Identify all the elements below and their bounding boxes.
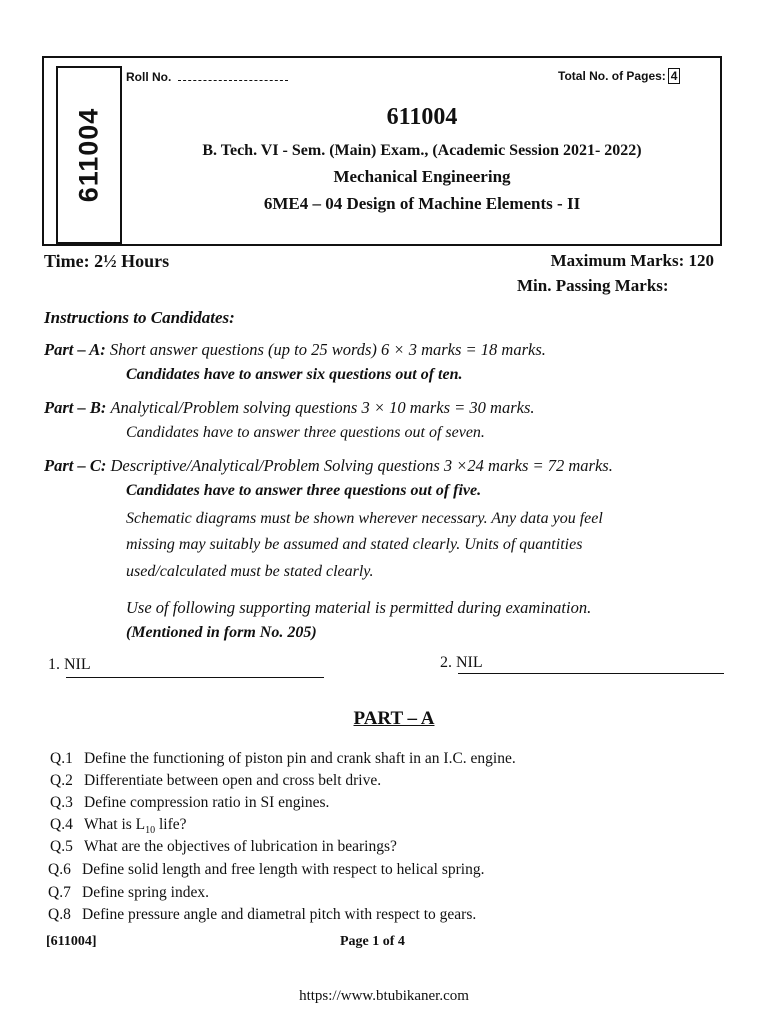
material-1-line [66,677,324,678]
part-c-instruction [44,456,613,476]
question-number: Q.3 [50,794,73,811]
question-text: Differentiate between open and cross belt drive. [84,772,382,789]
page-number: Page 1 of 4 [340,934,405,949]
part-b-line1: Analytical/Problem solving questions 3 × 10 marks = 30 marks. [110,398,535,417]
note-line3: used/calculated must be stated clearly. [126,563,374,580]
material-line1: Use of following supporting material is permitted during examination. [126,598,592,617]
question-1 [50,750,516,768]
time: Time: 2½ Hours [44,251,170,271]
question-text: Define spring index. [82,884,209,901]
question-7 [48,884,209,902]
instructions-heading: Instructions to Candidates: [44,308,235,327]
material-line2: (Mentioned in form No. 205) [126,624,317,641]
question-number: Q.8 [48,906,71,923]
roll-number-label: Roll No. [126,70,172,84]
roll-number-line [178,80,288,81]
source-url[interactable]: https://www.btubikaner.com [299,988,469,1004]
footer-code: [611004] [46,934,97,949]
side-code: 611004 [73,107,104,203]
part-a-label: Part – A: [44,340,106,359]
question-text: Define compression ratio in SI engines. [84,794,330,811]
question-5 [50,838,397,856]
question-text-pre: What is L [84,816,146,833]
question-text-sub: 10 [145,825,156,837]
part-a-heading: PART – A [353,708,435,729]
part-c-line1: Descriptive/Analytical/Problem Solving questions 3 ×24 marks = 72 marks. [110,456,613,475]
question-8 [48,906,476,924]
question-number: Q.7 [48,884,71,901]
material-2: 2. NIL [440,654,483,671]
total-pages-label: Total No. of Pages: [558,69,666,83]
subject: 6ME4 – 04 Design of Machine Elements - II [263,194,581,213]
part-c-line2: Candidates have to answer three questions out of five. [126,482,482,499]
exam-line: B. Tech. VI - Sem. (Main) Exam., (Academic Session 2021- 2022) [202,142,642,159]
question-text: What are the objectives of lubrication in bearings? [84,838,397,855]
total-pages-value: 4 [668,68,681,84]
part-c-label: Part – C: [44,456,107,475]
paper-code: 611004 [386,104,458,130]
note-line1: Schematic diagrams must be shown wherever necessary. Any data you feel [126,510,603,527]
part-a-instruction [44,340,546,360]
total-pages [558,68,680,84]
question-text: Define the functioning of piston pin and crank shaft in an I.C. engine. [84,750,516,767]
material-1: 1. NIL [48,656,91,673]
part-b-instruction [44,398,535,418]
question-4 [50,816,187,836]
question-2 [50,772,381,790]
material-2-line [458,673,724,674]
question-number: Q.2 [50,772,73,789]
question-3 [50,794,329,812]
part-a-line2: Candidates have to answer six questions out of ten. [126,366,463,383]
question-number: Q.5 [50,838,73,855]
part-b-label: Part – B: [44,398,107,417]
branch: Mechanical Engineering [333,167,511,186]
question-text: Define pressure angle and diametral pitch with respect to gears. [82,906,477,923]
question-text-post: life? [155,816,187,833]
question-number: Q.1 [50,750,73,767]
question-number: Q.4 [50,816,73,833]
question-6 [48,861,484,879]
min-marks: Min. Passing Marks: [517,276,669,295]
part-b-line2: Candidates have to answer three questions out of seven. [126,424,485,441]
side-code-box [56,66,122,244]
question-number: Q.6 [48,861,71,878]
part-a-line1: Short answer questions (up to 25 words) 6 × 3 marks = 18 marks. [109,340,546,359]
note-line2: missing may suitably be assumed and stated clearly. Units of quantities [126,536,583,553]
max-marks: Maximum Marks: 120 [550,251,714,270]
question-text: Define solid length and free length with respect to helical spring. [82,861,485,878]
